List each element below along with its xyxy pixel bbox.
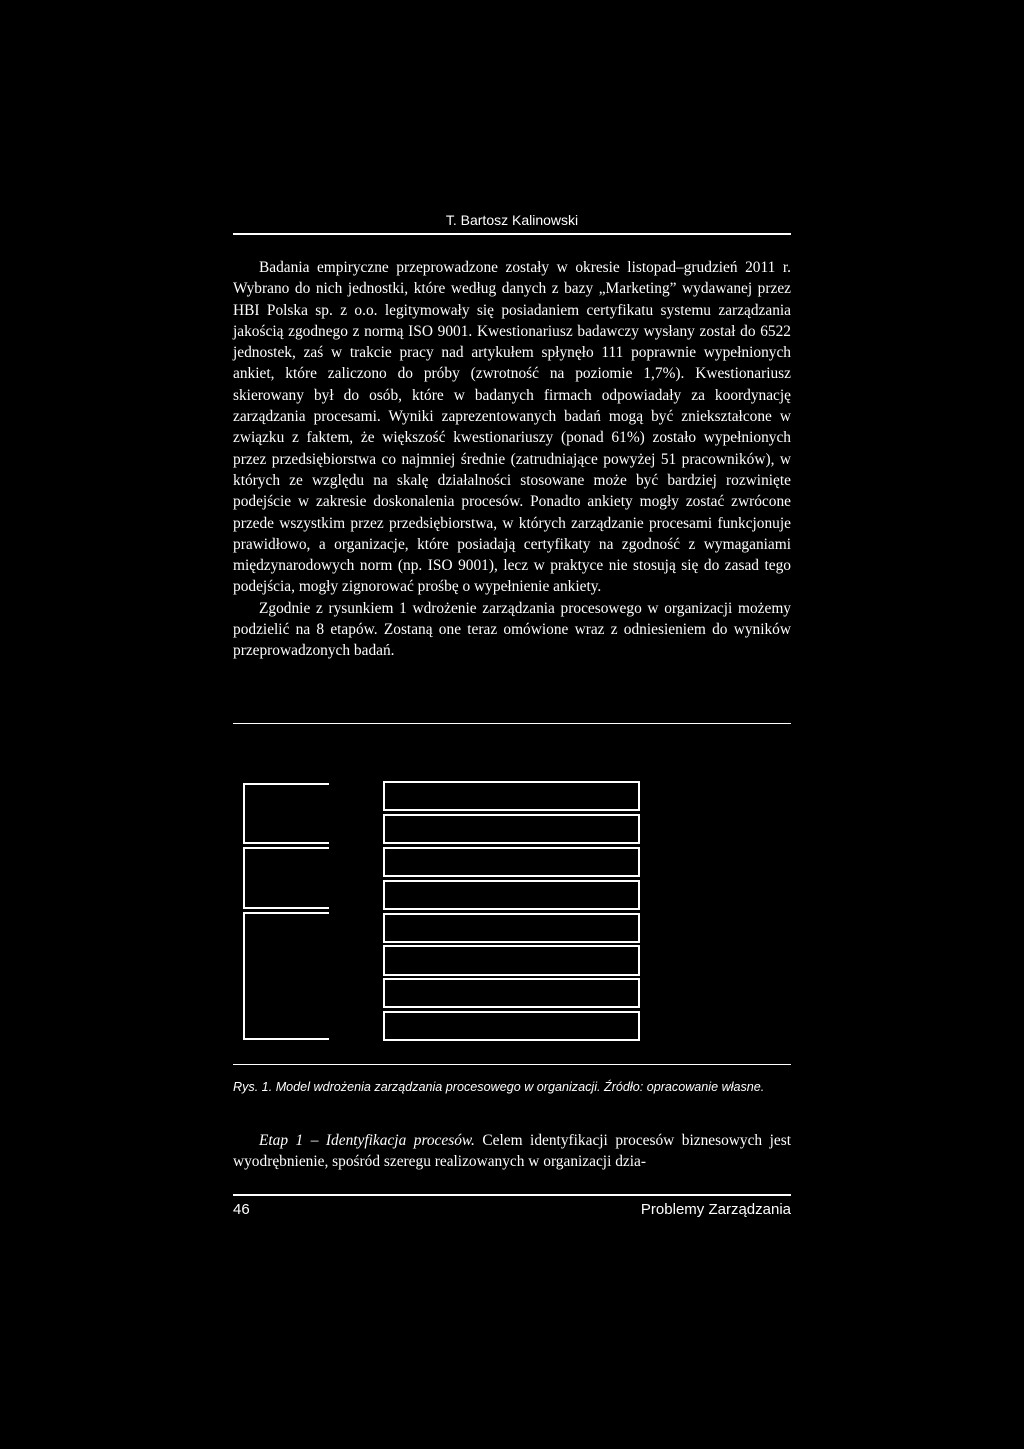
figure-left-box-2: [243, 847, 329, 909]
figure-model: [233, 723, 791, 1065]
figure-stage-box-4: [383, 880, 640, 910]
journal-name: Problemy Zarządzania: [640, 1201, 791, 1218]
figure-stage-box-1: [383, 781, 640, 811]
figure-left-box-1: [243, 783, 329, 844]
figure-stage-box-3: [383, 847, 640, 877]
figure-bottom-rule: [233, 1064, 791, 1065]
figure-left-box-3: [243, 912, 329, 1040]
stage-1-text: Celem identyfikacji procesów biznesowych jest wyodrębnienie, spośród szeregu realizowanych w organizacji dzia-: [233, 1132, 791, 1171]
paragraph-methodology: Badania empiryczne przeprowadzone zostały w okresie listopad–grudzień 2011 r. Wybrano do nich jednostki, które według danych z bazy „Marketing” wydawanej przez HBI Polska sp. z o.o. legitymowały się posiadaniem certyfikatu systemu zarządzania jakością zgodnego z normą ISO 9001. Kwestionariusz badawczy wysłany został do 6522 jednostek, zaś w trakcie pracy nad artykułem spłynęło 111 poprawnie wypełnionych ankiet, które zaliczono do próby (zwrotność na poziomie 1,7%). Kwestionariusz skierowany był do osób, które w badanych firmach odpowiadały za koordynację zarządzania procesami. Wyniki zaprezentowanych badań mogą być zniekształcone w związku z faktem, że większość kwestionariuszy (ponad 61%) zostało wypełnionych przez przedsiębiorstwa co najmniej średnie (zatrudniające powyżej 51 pracowników), w których ze względu na skalę działalności stosowane może być bardziej rozwinięte podejście w zakresie doskonalenia procesów. Ponadto ankiety mogły zostać zwrócone przede wszystkim przez przedsiębiorstwa, w których zarządzanie procesami funkcjonuje prawidłowo, a organizacje, które posiadają certyfikaty na zgodność z wymaganiami międzynarodowych norm (np. ISO 9001), lecz w praktyce nie stosują się do zasad tego podejścia, mogły zignorować prośbę o wypełnienie ankiety.: [233, 259, 791, 596]
figure-stage-box-2: [383, 814, 640, 844]
figure-caption: Rys. 1. Model wdrożenia zarządzania procesowego w organizacji. Źródło: opracowanie własne.: [233, 1080, 765, 1094]
header-rule: [233, 233, 791, 235]
stage-1-paragraph: [233, 1130, 791, 1173]
figure-stage-box-7: [383, 978, 640, 1008]
page-number: 46: [233, 1201, 250, 1218]
stage-1-title: Etap 1 – Identyfikacja procesów.: [259, 1132, 475, 1149]
figure-stage-box-8: [383, 1011, 640, 1041]
paragraph-figure-intro: Zgodnie z rysunkiem 1 wdrożenie zarządzania procesowego w organizacji możemy podzielić na 8 etapów. Zostaną one teraz omówione wraz z odniesieniem do wyników przeprowadzonych badań.: [233, 599, 791, 660]
running-header-author: T. Bartosz Kalinowski: [445, 212, 579, 228]
footer-rule: [233, 1194, 791, 1196]
body-text: [233, 257, 791, 662]
figure-stage-box-5: [383, 913, 640, 943]
figure-stage-box-6: [383, 945, 640, 976]
